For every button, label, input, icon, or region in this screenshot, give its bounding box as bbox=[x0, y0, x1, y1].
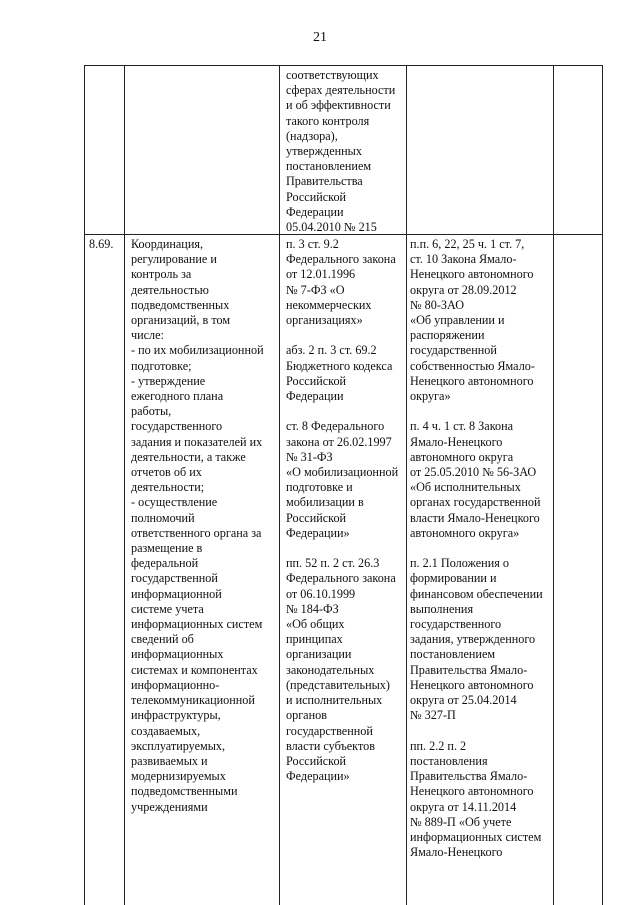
function-description-cell: Координация, регулирование и контроль за деятельностью подведомственных организаций, в том числе: - по их мобилизационной подготовке; - утверждение ежегодного плана работы, государственного задания и показателей их деятельности, а также отчетов об их деятельности; - осуществление полномочий ответственного органа за размещение в федеральной государственной информационной системе учета информационных систем сведений об информационных системах и компонентах информационно- телекоммуникационной инфраструктуры, создаваемых, эксплуатируемых, развиваемых и модернизируемых подведомственными учреждениями bbox=[131, 237, 264, 814]
row-number: 8.69. bbox=[89, 237, 114, 251]
table-border-right bbox=[602, 65, 603, 905]
column-divider-3 bbox=[406, 65, 407, 905]
table-border-top bbox=[84, 65, 603, 66]
column-divider-1 bbox=[124, 65, 125, 905]
federal-legal-basis-cell: п. 3 ст. 9.2 Федерального закона от 12.01.1996 № 7-ФЗ «О некоммерческих организациях» абз. 2 п. 3 ст. 69.2 Бюджетного кодекса Российской Федерации ст. 8 Федерального закона от 26.02.1997 № 31-ФЗ «О мобилизационной подготовке и мобилизации в Российской Федерации» пп. 52 п. 2 ст. 26.3 Федерального закона от 06.10.1999 № 184-ФЗ «Об общих принципах организации законодательных (представительных) и исполнительных органов государственной власти субъектов Российской Федерации» bbox=[286, 237, 399, 784]
page-number: 21 bbox=[313, 30, 327, 45]
table-border-left bbox=[84, 65, 85, 905]
continued-legal-basis-cell: соответствующих сферах деятельности и об эффективности такого контроля (надзора), утвержденных постановлением Правительства Российской Федерации 05.04.2010 № 215 bbox=[286, 68, 396, 235]
column-divider-4 bbox=[553, 65, 554, 905]
regional-legal-basis-cell: п.п. 6, 22, 25 ч. 1 ст. 7, ст. 10 Закона Ямало- Ненецкого автономного округа от 28.09.2012 № 80-ЗАО «Об управлении и распоряжении государственной собственностью Ямало- Ненецкого автономного округа» п. 4 ч. 1 ст. 8 Закона Ямало-Ненецкого автономного округа от 25.05.2010 № 56-ЗАО «Об исполнительных органах государственной власти Ямало-Ненецкого автономного округа» п. 2.1 Положения о формировании и финансовом обеспечении выполнения государственного задания, утвержденного постановлением Правительства Ямало- Ненецкого автономного округа от 25.04.2014 № 327-П пп. 2.2 п. 2 постановления Правительства Ямало- Ненецкого автономного округа от 14.11.2014 № 889-П «Об учете информационных систем Ямало-Ненецкого bbox=[410, 237, 543, 860]
column-divider-2 bbox=[279, 65, 280, 905]
